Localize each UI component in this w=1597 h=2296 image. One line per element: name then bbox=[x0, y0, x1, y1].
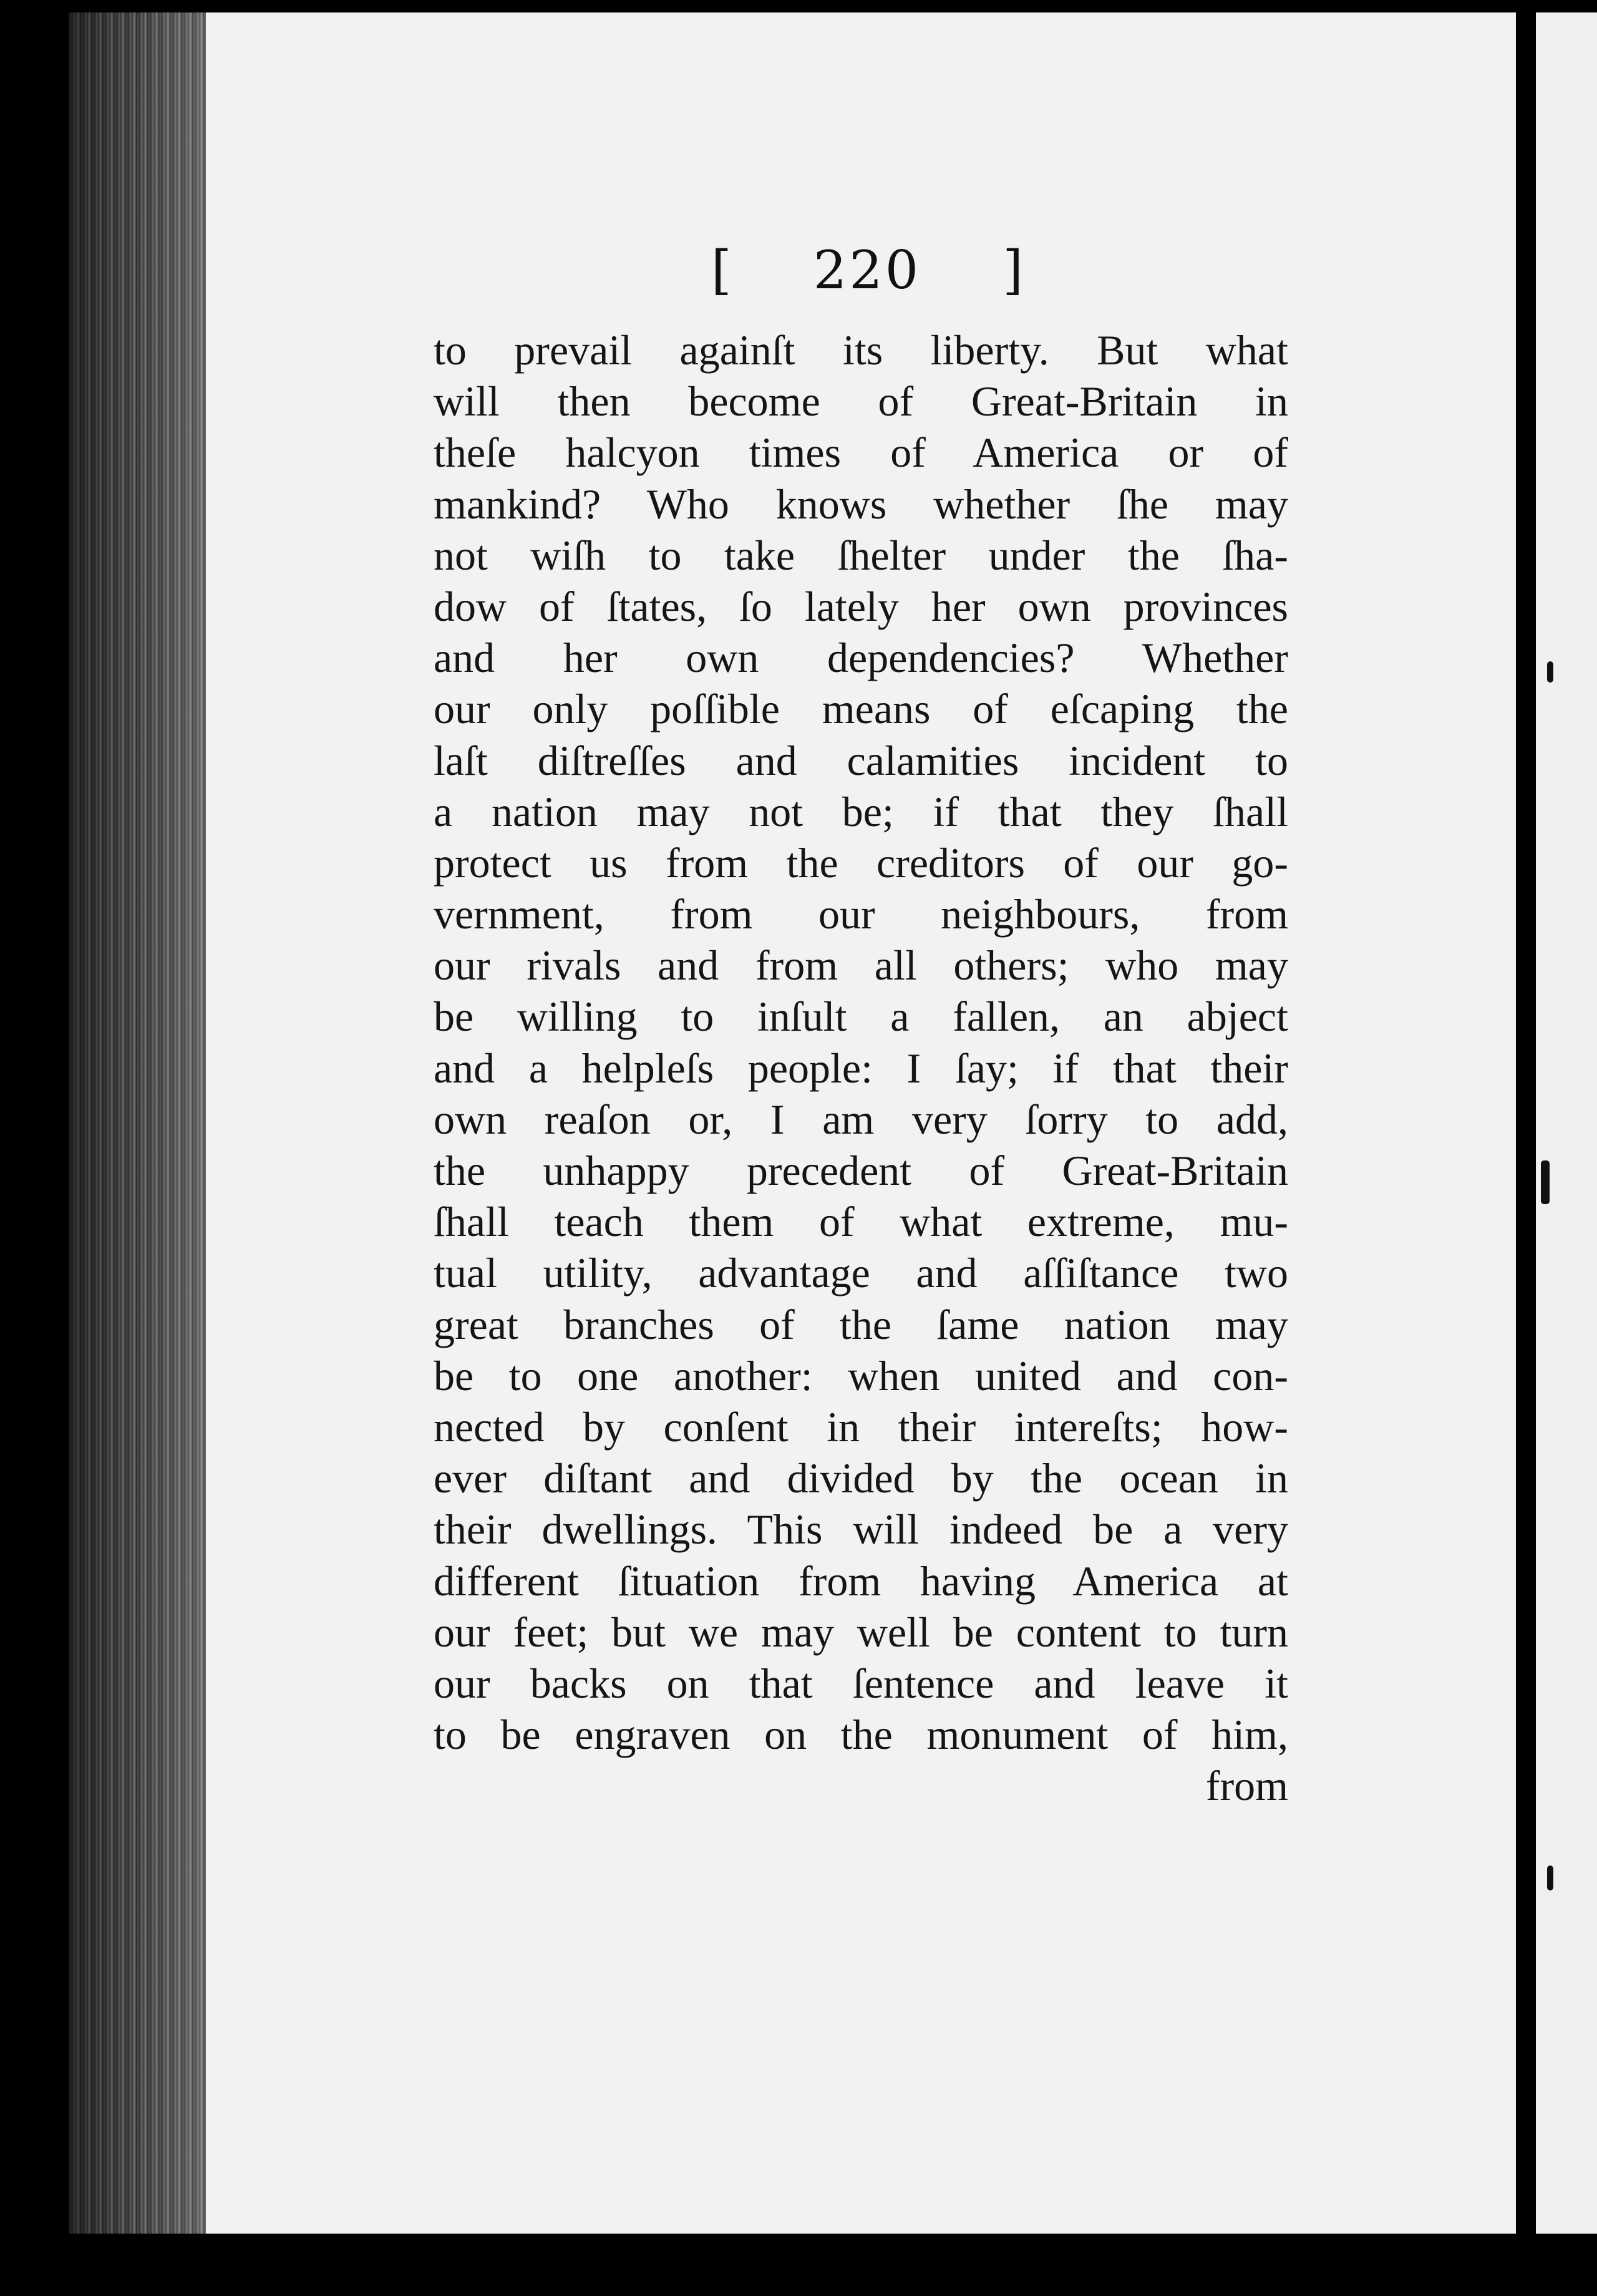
text-line: mankind? Who knows whether ſhe may bbox=[434, 480, 1288, 528]
text-line: to prevail againſt its liberty. But what bbox=[434, 326, 1288, 374]
text-line: vernment, from our neighbours, from bbox=[434, 890, 1288, 938]
text-line: theſe halcyon times of America or of bbox=[434, 429, 1288, 477]
text-line: a nation may not be; if that they ſhall bbox=[434, 787, 1288, 835]
text-line: and her own dependencies? Whether bbox=[434, 634, 1288, 682]
text-line: great branches of the ſame nation may bbox=[434, 1300, 1288, 1348]
header-bracket-open: [ bbox=[711, 240, 732, 301]
text-line: our feet; but we may well be content to turn bbox=[434, 1608, 1288, 1656]
page-header bbox=[711, 236, 1023, 304]
facing-page-edge bbox=[1536, 12, 1597, 2234]
text-line: different ſituation from having America at bbox=[434, 1557, 1288, 1605]
text-line: ever diſtant and divided by the ocean in bbox=[434, 1454, 1288, 1502]
text-line: own reaſon or, I am very ſorry to add, bbox=[434, 1095, 1288, 1143]
book-binding-edge bbox=[69, 12, 206, 2234]
text-line: the unhappy precedent of Great-Britain bbox=[434, 1147, 1288, 1194]
text-line: be willing to inſult a fallen, an abject bbox=[434, 993, 1288, 1041]
text-line: dow of ſtates, ſo lately her own provinces bbox=[434, 582, 1288, 630]
edge-mark bbox=[1547, 661, 1553, 683]
text-line: and a helpleſs people: I ſay; if that their bbox=[434, 1044, 1288, 1092]
catchword: from bbox=[1205, 1762, 1288, 1810]
page-number: 220 bbox=[813, 240, 921, 301]
text-line: laſt diſtreſſes and calamities incident to bbox=[434, 736, 1288, 784]
text-line: our backs on that ſentence and leave it bbox=[434, 1659, 1288, 1707]
text-line: ſhall teach them of what extreme, mu- bbox=[434, 1198, 1288, 1246]
edge-mark bbox=[1541, 1160, 1550, 1204]
text-line: our rivals and from all others; who may bbox=[434, 941, 1288, 990]
header-bracket-close: ] bbox=[1002, 240, 1023, 301]
text-line: tual utility, advantage and aſſiſtance two bbox=[434, 1249, 1288, 1297]
edge-mark bbox=[1547, 1865, 1553, 1890]
text-line: nected by conſent in their intereſts; how- bbox=[434, 1403, 1288, 1451]
text-line: to be engraven on the monument of him, bbox=[434, 1711, 1288, 1759]
text-line: not wiſh to take ſhelter under the ſha- bbox=[434, 531, 1288, 579]
text-line: be to one another: when united and con- bbox=[434, 1351, 1288, 1399]
body-text bbox=[434, 324, 1288, 1811]
text-line: will then become of Great-Britain in bbox=[434, 377, 1288, 426]
text-line: their dwellings. This will indeed be a very bbox=[434, 1506, 1288, 1554]
text-line: our only poſſible means of eſcaping the bbox=[434, 685, 1288, 733]
text-line: protect us from the creditors of our go- bbox=[434, 839, 1288, 887]
